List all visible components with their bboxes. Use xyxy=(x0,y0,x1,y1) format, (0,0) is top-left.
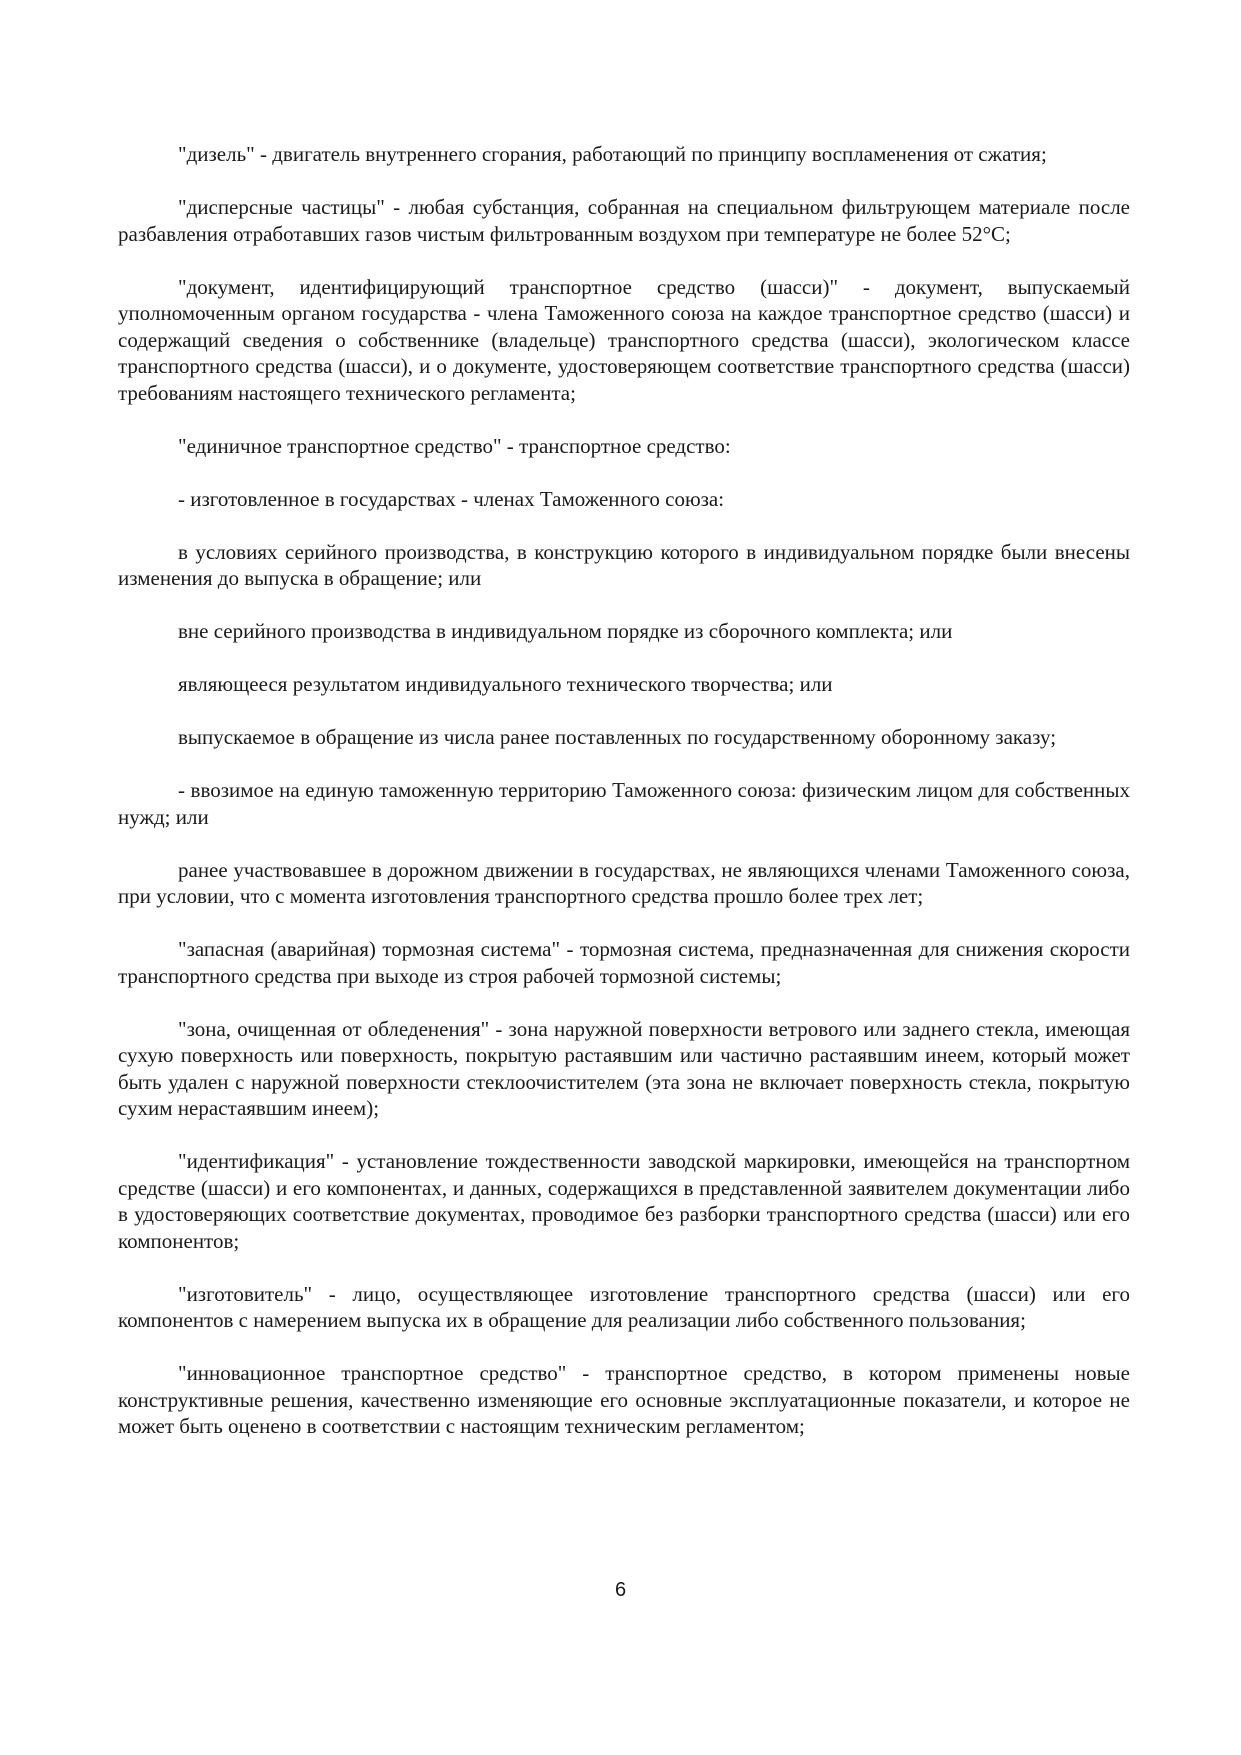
paragraph-identifying-document: "документ, идентифицирующий транспортное средство (шасси)" - документ, выпускаемый уполномоченным органом государства - члена Таможенного союза на каждое транспортное средство (шасси) и содержащий сведения о собственнике (владельце) транспортного средства (шасси), экологическом классе транспортного средства (шасси), и о документе, удостоверяющем соответствие транспортного средства (шасси) требованиям настоящего технического регламента; xyxy=(118,274,1130,405)
paragraph-deiced-zone: "зона, очищенная от обледенения" - зона наружной поверхности ветрового или заднего стекла, имеющая сухую поверхность или поверхность, покрытую растаявшим или частично растаявшим инеем, который может быть удален с наружной поверхности стеклоочистителем (эта зона не включает поверхность стекла, покрытую сухим нерастаявшим инеем); xyxy=(118,1016,1130,1120)
paragraph-imported-personal: - ввозимое на единую таможенную территорию Таможенного союза: физическим лицом для собственных нужд; или xyxy=(118,778,1130,829)
paragraph-manufacturer: "изготовитель" - лицо, осуществляющее изготовление транспортного средства (шасси) или его компонентов с намерением выпуска их в обращение для реализации либо собственного пользования; xyxy=(118,1281,1130,1332)
paragraph-serial-production: в условиях серийного производства, в конструкцию которого в индивидуальном порядке были внесены изменения до выпуска в обращение; или xyxy=(118,539,1130,590)
paragraph-single-vehicle: "единичное транспортное средство" - транспортное средство: xyxy=(178,433,731,458)
page-number: 6 xyxy=(614,1579,627,1601)
paragraph-defense-order: выпускаемое в обращение из числа ранее поставленных по государственному оборонному заказу; xyxy=(178,725,1057,749)
paragraph-previously-used: ранее участвовавшее в дорожном движении в государствах, не являющихся членами Таможенного союза, при условии, что с момента изготовления транспортного средства прошло более трех лет; xyxy=(118,857,1130,908)
paragraph-manufactured-in-members: - изготовленное в государствах - членах Таможенного союза: xyxy=(178,486,725,511)
paragraph-diesel: "дизель" - двигатель внутреннего сгорания, работающий по принципу воспламенения от сжатия; xyxy=(178,142,1047,166)
paragraph-individual-creativity: являющееся результатом индивидуального технического творчества; или xyxy=(178,672,833,696)
paragraph-innovative-vehicle: "инновационное транспортное средство" - транспортное средство, в котором применены новые конструктивные решения, качественно изменяющие его основные эксплуатационные показатели, и которое не может быть оценено в соответствии с настоящим техническим регламентом; xyxy=(118,1361,1130,1438)
paragraph-non-serial-production: вне серийного производства в индивидуальном порядке из сборочного комплекта; или xyxy=(178,619,953,643)
paragraph-identification: "идентификация" - установление тождественности заводской маркировки, имеющейся на транспортном средстве (шасси) и его компонентах, и данных, содержащихся в представленной заявителем документации либо в удостоверяющих соответствие документах, проводимое без разборки транспортного средства (шасси) или его компонентов; xyxy=(118,1149,1130,1253)
paragraph-particulates: "дисперсные частицы" - любая субстанция, собранная на специальном фильтрующем материале после разбавления отработавших газов чистым фильтрованным воздухом при температуре не более 52°C; xyxy=(118,195,1130,246)
paragraph-emergency-brake: "запасная (аварийная) тормозная система" - тормозная система, предназначенная для снижения скорости транспортного средства при выходе из строя рабочей тормозной системы; xyxy=(118,937,1130,988)
document-body xyxy=(118,141,1130,1466)
